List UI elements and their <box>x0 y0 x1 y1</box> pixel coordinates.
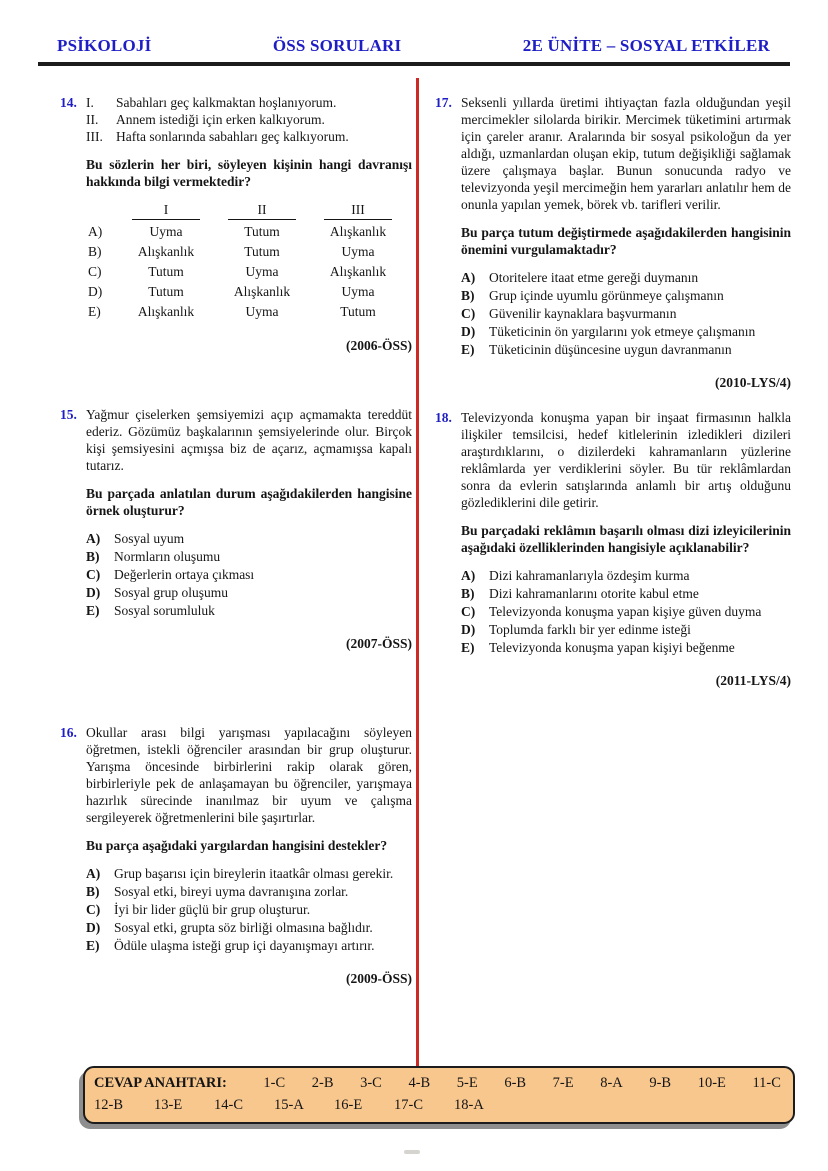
option-letter: E) <box>86 938 100 953</box>
matrix-col-header-label: I <box>132 201 200 220</box>
options-list <box>461 269 791 358</box>
option-text: Televizyonda konuşma yapan kişiye güven duyma <box>489 604 762 619</box>
question-number: 16. <box>60 725 77 740</box>
option-e <box>86 602 412 619</box>
answer-entry: 2-B <box>311 1075 334 1091</box>
matrix-cell: Tutum <box>244 243 280 259</box>
statement-3 <box>86 128 412 145</box>
matrix-row-c <box>88 261 406 281</box>
option-c <box>461 603 791 620</box>
option-b <box>461 287 791 304</box>
q14-matrix-table <box>88 199 406 321</box>
options-list <box>86 865 412 954</box>
option-text: Sosyal etki, bireyi uyma davranışına zorlar. <box>114 884 349 899</box>
answer-entry: 4-B <box>408 1075 431 1091</box>
question-14 <box>60 94 412 354</box>
matrix-cell: Alışkanlık <box>137 303 195 319</box>
option-letter: B) <box>461 288 475 303</box>
question-prompt: Bu parça aşağıdaki yargılardan hangisini destekler? <box>86 838 388 853</box>
option-letter: D) <box>461 324 476 339</box>
option-text: Sosyal sorumluluk <box>114 603 215 618</box>
option-text: Sosyal uyum <box>114 531 185 546</box>
source-tag: (2011-LYS/4) <box>715 673 791 688</box>
option-d <box>461 323 791 340</box>
matrix-cell: Alışkanlık <box>329 223 387 239</box>
question-16 <box>60 724 412 987</box>
option-e <box>461 639 791 656</box>
answer-entry: 6-B <box>504 1075 527 1091</box>
question-prompt: Bu parça tutum değiştirmede aşağıdakilerden hangisinin önemini vurgulamaktadır? <box>461 225 791 257</box>
source-tag: (2009-ÖSS) <box>345 971 412 986</box>
question-stem: Televizyonda konuşma yapan bir inşaat firmasının halkla ilişkiler temsilcisi, hedef kitlelerinin izledikleri dizileri araştırdıklarını, o dizilerdeki kahramanların yüzlerine reklâmlarda yer verdiklerini söyler. Bu tür reklâmlardan sonra da evlerin satışlarında anlamlı bir artış olduğunu gözlediklerini dile getirir. <box>461 410 791 510</box>
question-number: 18. <box>435 410 452 425</box>
option-d <box>461 621 791 638</box>
option-letter: C) <box>461 604 476 619</box>
question-stem: Yağmur çiselerken şemsiyemizi açıp açmamakta tereddüt ederiz. Gözümüz başkalarının şemsiyelerinde olur. Birçok kişi şemsiyesini açmışsa biz de açarız, açmamışsa kapalı tutarız. <box>86 407 412 473</box>
option-c <box>86 566 412 583</box>
matrix-row-e <box>88 301 406 321</box>
question-body <box>86 406 412 652</box>
matrix-cell: Alışkanlık <box>329 263 387 279</box>
answer-entry: 13-E <box>154 1096 183 1113</box>
question-18 <box>435 409 791 689</box>
answer-entry: 16-E <box>334 1096 363 1113</box>
question-body <box>86 94 412 354</box>
question-number: 17. <box>435 95 452 110</box>
option-text: Normların oluşumu <box>114 549 221 564</box>
matrix-row-d <box>88 281 406 301</box>
question-stem: Okullar arası bilgi yarışması yapılacağını söyleyen öğretmen, istekli öğrenciler arasından bir grup oluşturur. Yarışma öncesinde birbirlerini rakip olarak gören, birbirleriyle pek de anlaşamayan bu öğrenciler, yarışmaya hazırlık sürecinde inanılmaz bir uyum ve çalışma sergileyerek öğretmenlerini bile şaşırtırlar. <box>86 725 412 825</box>
option-letter: B) <box>461 586 475 601</box>
option-d <box>86 584 412 601</box>
question-stem: Seksenli yıllarda üretimi ihtiyaçtan fazla olduğundan yeşil mercimekler silolarda birikir. Mercimek tüketimini artırmak için çareler aranır. Aralarında bir sosyal psikoloğun da yer aldığı, uzmanlardan oluşan ekip, tutum değişikliği sağlamak üzere çalışmaya başlar. Bunun sonucunda radyo ve televizyonda yeşil mercimeğin hem yararları anlatılır hem de onunla yapılan yemek, börek vb. tarifleri verilir. <box>461 95 791 212</box>
question-number: 14. <box>60 95 77 110</box>
option-b <box>86 883 412 900</box>
statement-label: II. <box>86 112 99 127</box>
question-columns <box>0 78 828 1068</box>
statement-label: III. <box>86 129 103 144</box>
answer-entry: 1-C <box>263 1075 286 1091</box>
option-letter: A) <box>88 223 103 239</box>
option-text: Toplumda farklı bir yer edinme isteği <box>489 622 691 637</box>
option-letter: C) <box>86 902 101 917</box>
matrix-cell: Alışkanlık <box>137 243 195 259</box>
option-c <box>461 305 791 322</box>
options-list <box>86 530 412 619</box>
statement-text: Hafta sonlarında sabahları geç kalkıyorum. <box>116 129 349 144</box>
question-15 <box>60 406 412 652</box>
question-body <box>461 94 791 391</box>
option-text: Grup içinde uyumlu görünmeye çalışmanın <box>489 288 724 303</box>
option-text: Otoritelere itaat etme gereği duymanın <box>489 270 699 285</box>
header-section: ÖSS SORULARI <box>272 36 402 55</box>
matrix-header-spacer <box>88 199 118 221</box>
option-letter: C) <box>461 306 476 321</box>
option-text: Grup başarısı için bireylerin itaatkâr olması gerekir. <box>114 866 394 881</box>
answer-entry: 8-A <box>600 1075 623 1091</box>
matrix-cell: Tutum <box>244 223 280 239</box>
option-text: Dizi kahramanlarıyla özdeşim kurma <box>489 568 690 583</box>
question-prompt: Bu parçadaki reklâmın başarılı olması dizi izleyicilerinin aşağıdaki özelliklerinden hangisiyle açıklanabilir? <box>461 523 791 555</box>
option-letter: A) <box>86 866 101 881</box>
option-a <box>86 530 412 547</box>
question-body <box>461 409 791 689</box>
question-number: 15. <box>60 407 77 422</box>
statement-1 <box>86 94 412 111</box>
source-tag: (2006-ÖSS) <box>345 338 412 353</box>
question-body <box>86 724 412 987</box>
right-column <box>435 94 791 689</box>
answer-entry: 3-C <box>360 1075 382 1091</box>
option-letter: D) <box>86 920 101 935</box>
option-letter: A) <box>86 531 101 546</box>
matrix-cell: Uyma <box>149 223 183 239</box>
option-text: Televizyonda konuşma yapan kişiyi beğenme <box>489 640 735 655</box>
answer-entry: 12-B <box>94 1096 123 1113</box>
statement-text: Annem istediği için erken kalkıyorum. <box>116 112 325 127</box>
option-text: Tüketicinin düşüncesine uygun davranmanın <box>489 342 732 357</box>
header-rule <box>38 62 790 66</box>
matrix-cell: Uyma <box>341 243 375 259</box>
option-b <box>461 585 791 602</box>
option-c <box>86 901 412 918</box>
matrix-cell: Uyma <box>341 283 375 299</box>
option-d <box>86 919 412 936</box>
matrix-cell: Tutum <box>148 263 184 279</box>
option-text: Sosyal etki, grupta söz birliği olmasına bağlıdır. <box>114 920 373 935</box>
source-tag: (2007-ÖSS) <box>345 636 412 651</box>
left-column <box>60 94 412 987</box>
question-17 <box>435 94 791 391</box>
statement-2 <box>86 111 412 128</box>
option-letter: D) <box>88 283 103 299</box>
question-prompt: Bu sözlerin her biri, söyleyen kişinin hangi davranışı hakkında bilgi vermektedir? <box>86 157 412 189</box>
answer-entry: 9-B <box>649 1075 672 1091</box>
answer-entry: 5-E <box>456 1075 478 1091</box>
option-text: Dizi kahramanlarını otorite kabul etme <box>489 586 699 601</box>
option-a <box>461 269 791 286</box>
option-letter: A) <box>461 568 476 583</box>
option-letter: B) <box>88 243 102 259</box>
answer-entry: 14-C <box>214 1096 243 1113</box>
answer-key-row-1 <box>94 1073 781 1095</box>
option-letter: E) <box>461 640 475 655</box>
header-unit: 2E ÜNİTE – SOSYAL ETKİLER <box>522 36 770 55</box>
matrix-cell: Alışkanlık <box>233 283 291 299</box>
option-letter: B) <box>86 549 100 564</box>
matrix-header-row <box>88 199 406 221</box>
option-text: Tüketicinin ön yargılarını yok etmeye çalışmanın <box>489 324 756 339</box>
matrix-cell: Tutum <box>340 303 376 319</box>
option-e <box>86 937 412 954</box>
answer-entry: 10-E <box>697 1075 726 1091</box>
option-letter: D) <box>461 622 476 637</box>
matrix-cell: Uyma <box>245 303 279 319</box>
answer-key-title: CEVAP ANAHTARI: <box>94 1075 227 1091</box>
answer-key-row-2 <box>94 1095 781 1117</box>
option-a <box>86 865 412 882</box>
answer-key-box <box>83 1066 795 1124</box>
matrix-col-header-3 <box>310 199 406 221</box>
page-header <box>57 36 770 56</box>
option-a <box>461 567 791 584</box>
option-letter: C) <box>88 263 102 279</box>
matrix-cell: Uyma <box>245 263 279 279</box>
option-b <box>86 548 412 565</box>
option-text: Sosyal grup oluşumu <box>114 585 229 600</box>
option-text: İyi bir lider güçlü bir grup oluşturur. <box>114 902 311 917</box>
option-letter: E) <box>461 342 475 357</box>
option-letter: E) <box>86 603 100 618</box>
matrix-row-a <box>88 221 406 241</box>
statement-label: I. <box>86 95 94 110</box>
option-letter: A) <box>461 270 476 285</box>
matrix-col-header-label: III <box>324 201 392 220</box>
statement-text: Sabahları geç kalkmaktan hoşlanıyorum. <box>116 95 337 110</box>
answer-entry: 18-A <box>454 1096 484 1113</box>
option-letter: D) <box>86 585 101 600</box>
matrix-col-header-1 <box>118 199 214 221</box>
header-subject: PSİKOLOJİ <box>57 36 152 55</box>
answer-entry: 11-C <box>752 1075 781 1091</box>
matrix-cell: Tutum <box>148 283 184 299</box>
option-letter: B) <box>86 884 100 899</box>
question-prompt: Bu parçada anlatılan durum aşağıdakilerden hangisine örnek oluşturur? <box>86 486 412 518</box>
column-divider-line <box>416 78 419 1068</box>
footer-mark <box>404 1150 420 1154</box>
option-text: Değerlerin ortaya çıkması <box>114 567 255 582</box>
matrix-col-header-label: II <box>228 201 296 220</box>
matrix-row-b <box>88 241 406 261</box>
answer-entry: 15-A <box>274 1096 304 1113</box>
answer-entry: 7-E <box>552 1075 574 1091</box>
option-text: Ödüle ulaşma isteği grup içi dayanışmayı artırır. <box>114 938 375 953</box>
answer-entry: 17-C <box>394 1096 423 1113</box>
matrix-col-header-2 <box>214 199 310 221</box>
option-e <box>461 341 791 358</box>
option-letter: E) <box>88 303 101 319</box>
source-tag: (2010-LYS/4) <box>714 375 791 390</box>
option-text: Güvenilir kaynaklara başvurmanın <box>489 306 677 321</box>
options-list <box>461 567 791 656</box>
option-letter: C) <box>86 567 101 582</box>
